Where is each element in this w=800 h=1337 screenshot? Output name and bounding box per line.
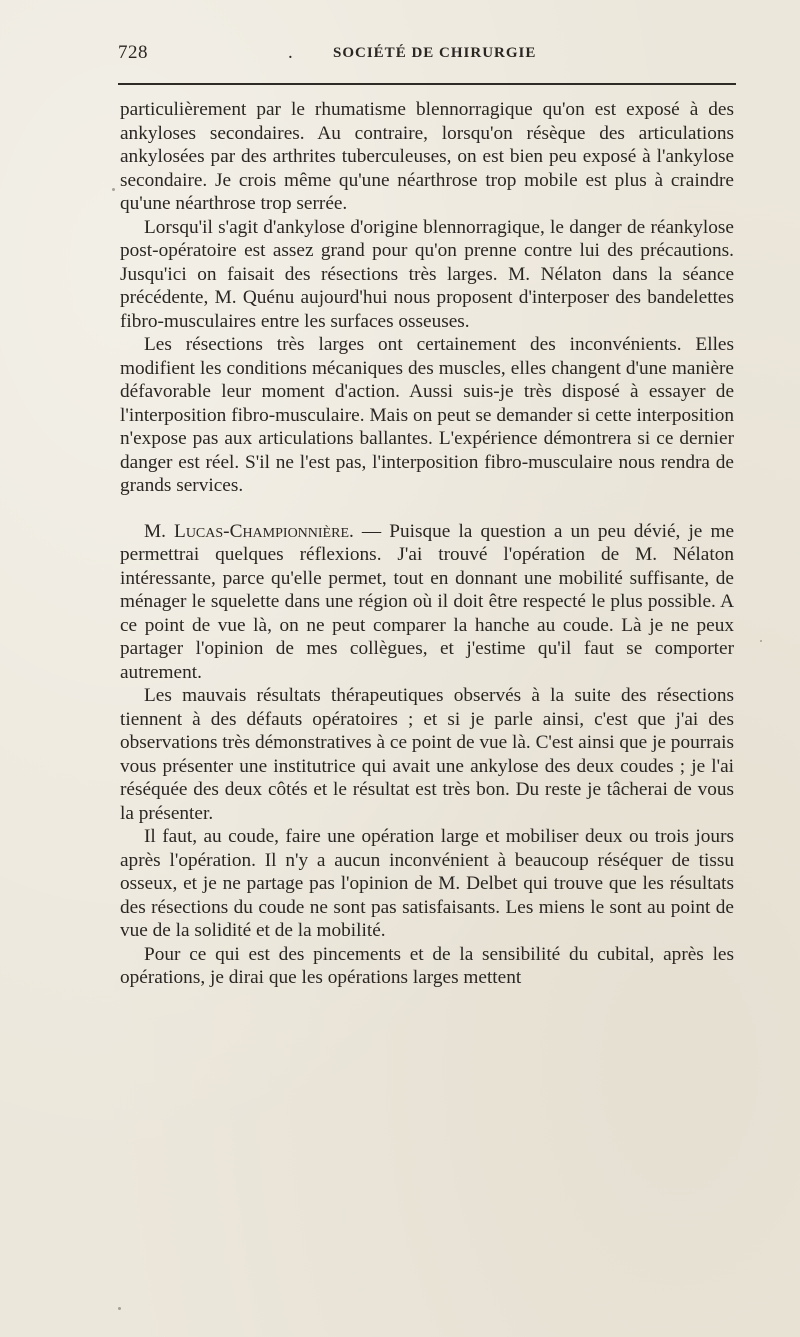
paragraph: Il faut, au coude, faire une opération large et mobiliser deux ou trois jours après l'opération. Il n'y a aucun inconvénient à beaucoup réséquer de tissu osseux, et je ne partage pas l'opinion de M. Delbet qui trouve que les résultats des résections du coude ne sont pas satisfaisants. Les miens le sont au point de vue de la solidité et de la mobilité. bbox=[120, 826, 734, 941]
running-title: SOCIÉTÉ DE CHIRURGIE bbox=[333, 45, 537, 61]
paragraph: Pour ce qui est des pincements et de la sensibilité du cubital, après les opérations, je dirai que les opérations larges mettent bbox=[120, 943, 734, 988]
body-text bbox=[120, 98, 734, 990]
paper-speck bbox=[760, 640, 762, 642]
speech-dash: — bbox=[361, 520, 382, 542]
page-header bbox=[118, 42, 736, 70]
speech-opening-paragraph bbox=[120, 520, 734, 685]
paragraph: particulièrement par le rhumatisme blennorragique qu'on est exposé à des ankyloses secondaires. Au contraire, lorsqu'on résèque des articulations ankylosées par des arthrites tuberculeuses, on est bien peu exposé à l'ankylose secondaire. Je crois même qu'une néarthrose trop mobile est plus à craindre qu'une néarthrose trop serrée. bbox=[120, 99, 734, 214]
header-separator: . bbox=[288, 42, 293, 63]
paper-speck bbox=[112, 188, 115, 191]
paragraph: Les mauvais résultats thérapeutiques observés à la suite des résections tiennent à des défauts opératoires ; et si je parle ainsi, c'est que j'ai des observations très démonstratives à ce point de vue là. C'est ainsi que je pourrais vous présenter une institutrice qui avait une ankylose des deux coudes ; je l'ai réséquée des deux côtés et le résultat est très bon. Du reste je tâcherai de vous la présenter. bbox=[120, 685, 734, 824]
paragraph: Lorsqu'il s'agit d'ankylose d'origine blennorragique, le danger de réankylose post-opératoire est assez grand pour qu'on prenne contre lui des précautions. Jusqu'ici on faisait des résections très larges. M. Nélaton dans la séance précédente, M. Quénu aujourd'hui nous proposent d'interposer des bandelettes fibro-musculaires entre les surfaces osseuses. bbox=[120, 216, 734, 332]
paragraph: Les résections très larges ont certainement des inconvénients. Elles modifient les conditions mécaniques des muscles, elles changent d'une manière défavorable leur moment d'action. Aussi suis-je très disposé à essayer de l'interposition fibro-musculaire. Mais on peut se demander si cette interposition n'expose pas aux articulations ballantes. L'expérience démontrera si ce dernier danger est réel. S'il ne l'est pas, l'interposition fibro-musculaire nous rendra de grands services. bbox=[120, 334, 734, 496]
speaker-name: M. Lucas-Championnière. bbox=[144, 520, 354, 542]
paper-speck bbox=[118, 1307, 121, 1310]
header-rule bbox=[118, 83, 736, 85]
speech-text: Puisque la question a un peu dévié, je me permettrai quelques réflexions. J'ai trouvé l'opération de M. Nélaton intéressante, parce qu'elle permet, tout en donnant une mobilité suffisante, de ménager le squelette dans une région où il doit être respecté le plus possible. A ce point de vue là, on ne peut comparer la hanche au coude. Là je ne peux partager l'opinion de mes collègues, et j'estime qu'il faut se comporter autrement. bbox=[120, 520, 735, 683]
page-number: 728 bbox=[118, 42, 148, 63]
